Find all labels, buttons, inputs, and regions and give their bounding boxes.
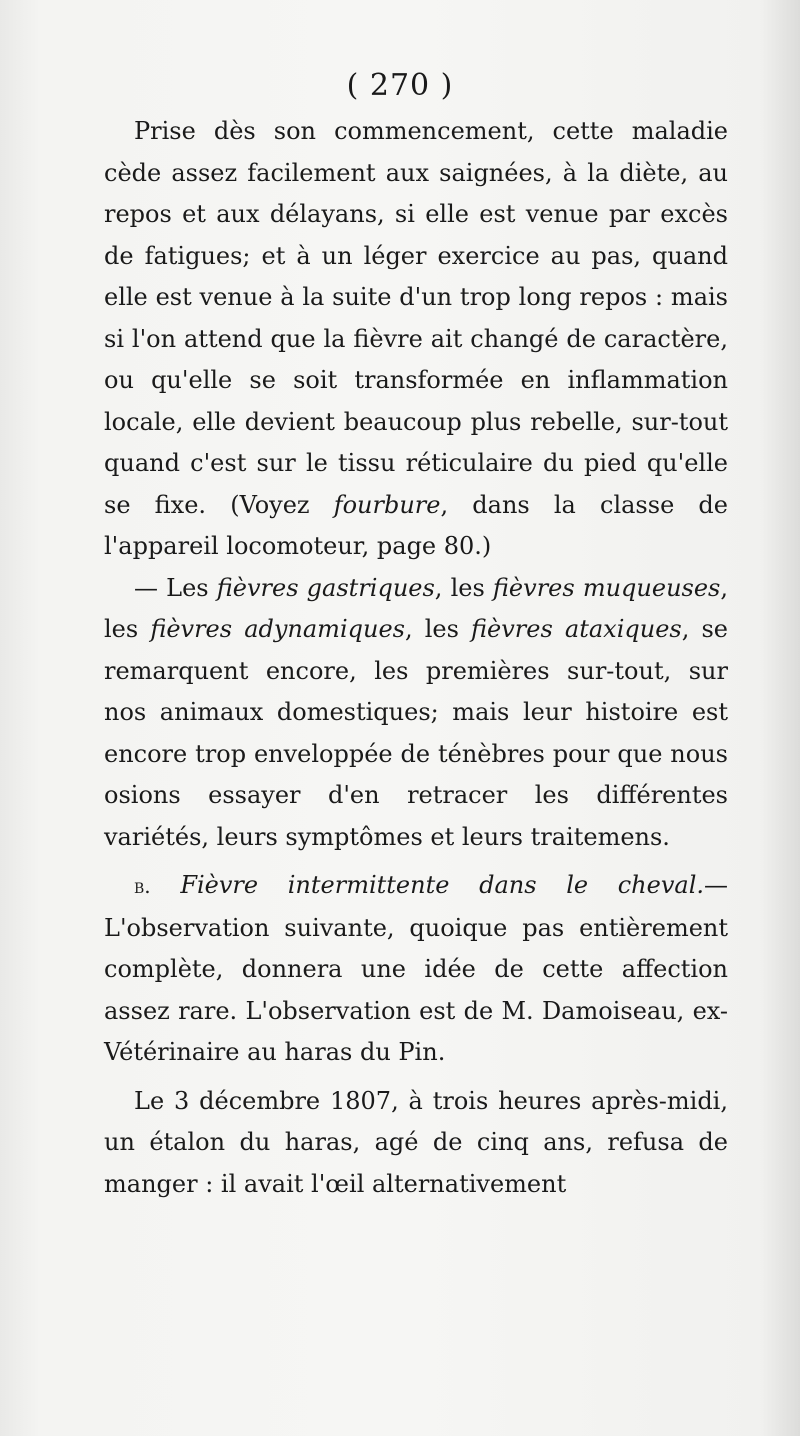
separator-2: , les [104,573,729,643]
paragraph-4: Le 3 décembre 1807, à trois heures après-midi, un étalon du haras, agé de cinq ans, refusa de manger : il avait l'œil alternativement [104,1086,728,1198]
section-heading: Fièvre intermittente dans le cheval. [180,871,705,899]
paragraph-3 [104,865,728,1074]
separator-3: , les [404,615,472,643]
italic-term-1: fièvres gastriques [216,573,435,602]
italic-term-2: fièvres muqueuses [492,573,721,602]
body-text [104,111,728,1205]
paragraph-1-tail: , dans la classe de l'appareil locomoteur, page 80.) [104,490,728,560]
paragraph-2-tail: , se remarquent encore, les premières sur-tout, sur nos animaux domestiques; mais leur histoire est encore trop enveloppée de ténèbres pour que nous osions essayer d'en retracer les différentes variétés, leurs symptômes et leurs traitemens. [104,615,728,851]
page-number: ( 270 ) [346,68,454,103]
paragraph-2 [104,568,728,859]
paragraph-2-lead: — Les [134,573,217,602]
paragraph-1-text: Prise dès son commencement, cette maladie cède assez facilement aux saignées, à la diète, au repos et aux délayans, si elle est venue par excès de fatigues; et à un léger exercice au pas, quand elle est venue à la suite d'un trop long repos : mais si l'on attend que la fièvre ait changé de caractère, ou qu'elle se soit transformée en inflammation locale, elle devient beaucoup plus rebelle, sur-tout quand c'est sur le tissu réticulaire du pied qu'elle se fixe. (Voyez [104,117,728,519]
paragraph-1 [104,111,728,568]
paragraph-3-tail: — L'observation suivante, quoique pas entièrement complète, donnera une idée de cette affection assez rare. L'observation est de M. Damoiseau, ex-Vétérinaire au haras du Pin. [104,871,729,1066]
section-marker: b. [134,874,151,898]
italic-term-4: fièvres ataxiques [471,615,682,643]
italic-term-3: fièvres adynamiques [150,615,405,643]
separator-1: , les [434,573,493,602]
italic-term-fourbure: fourbure [333,490,441,519]
